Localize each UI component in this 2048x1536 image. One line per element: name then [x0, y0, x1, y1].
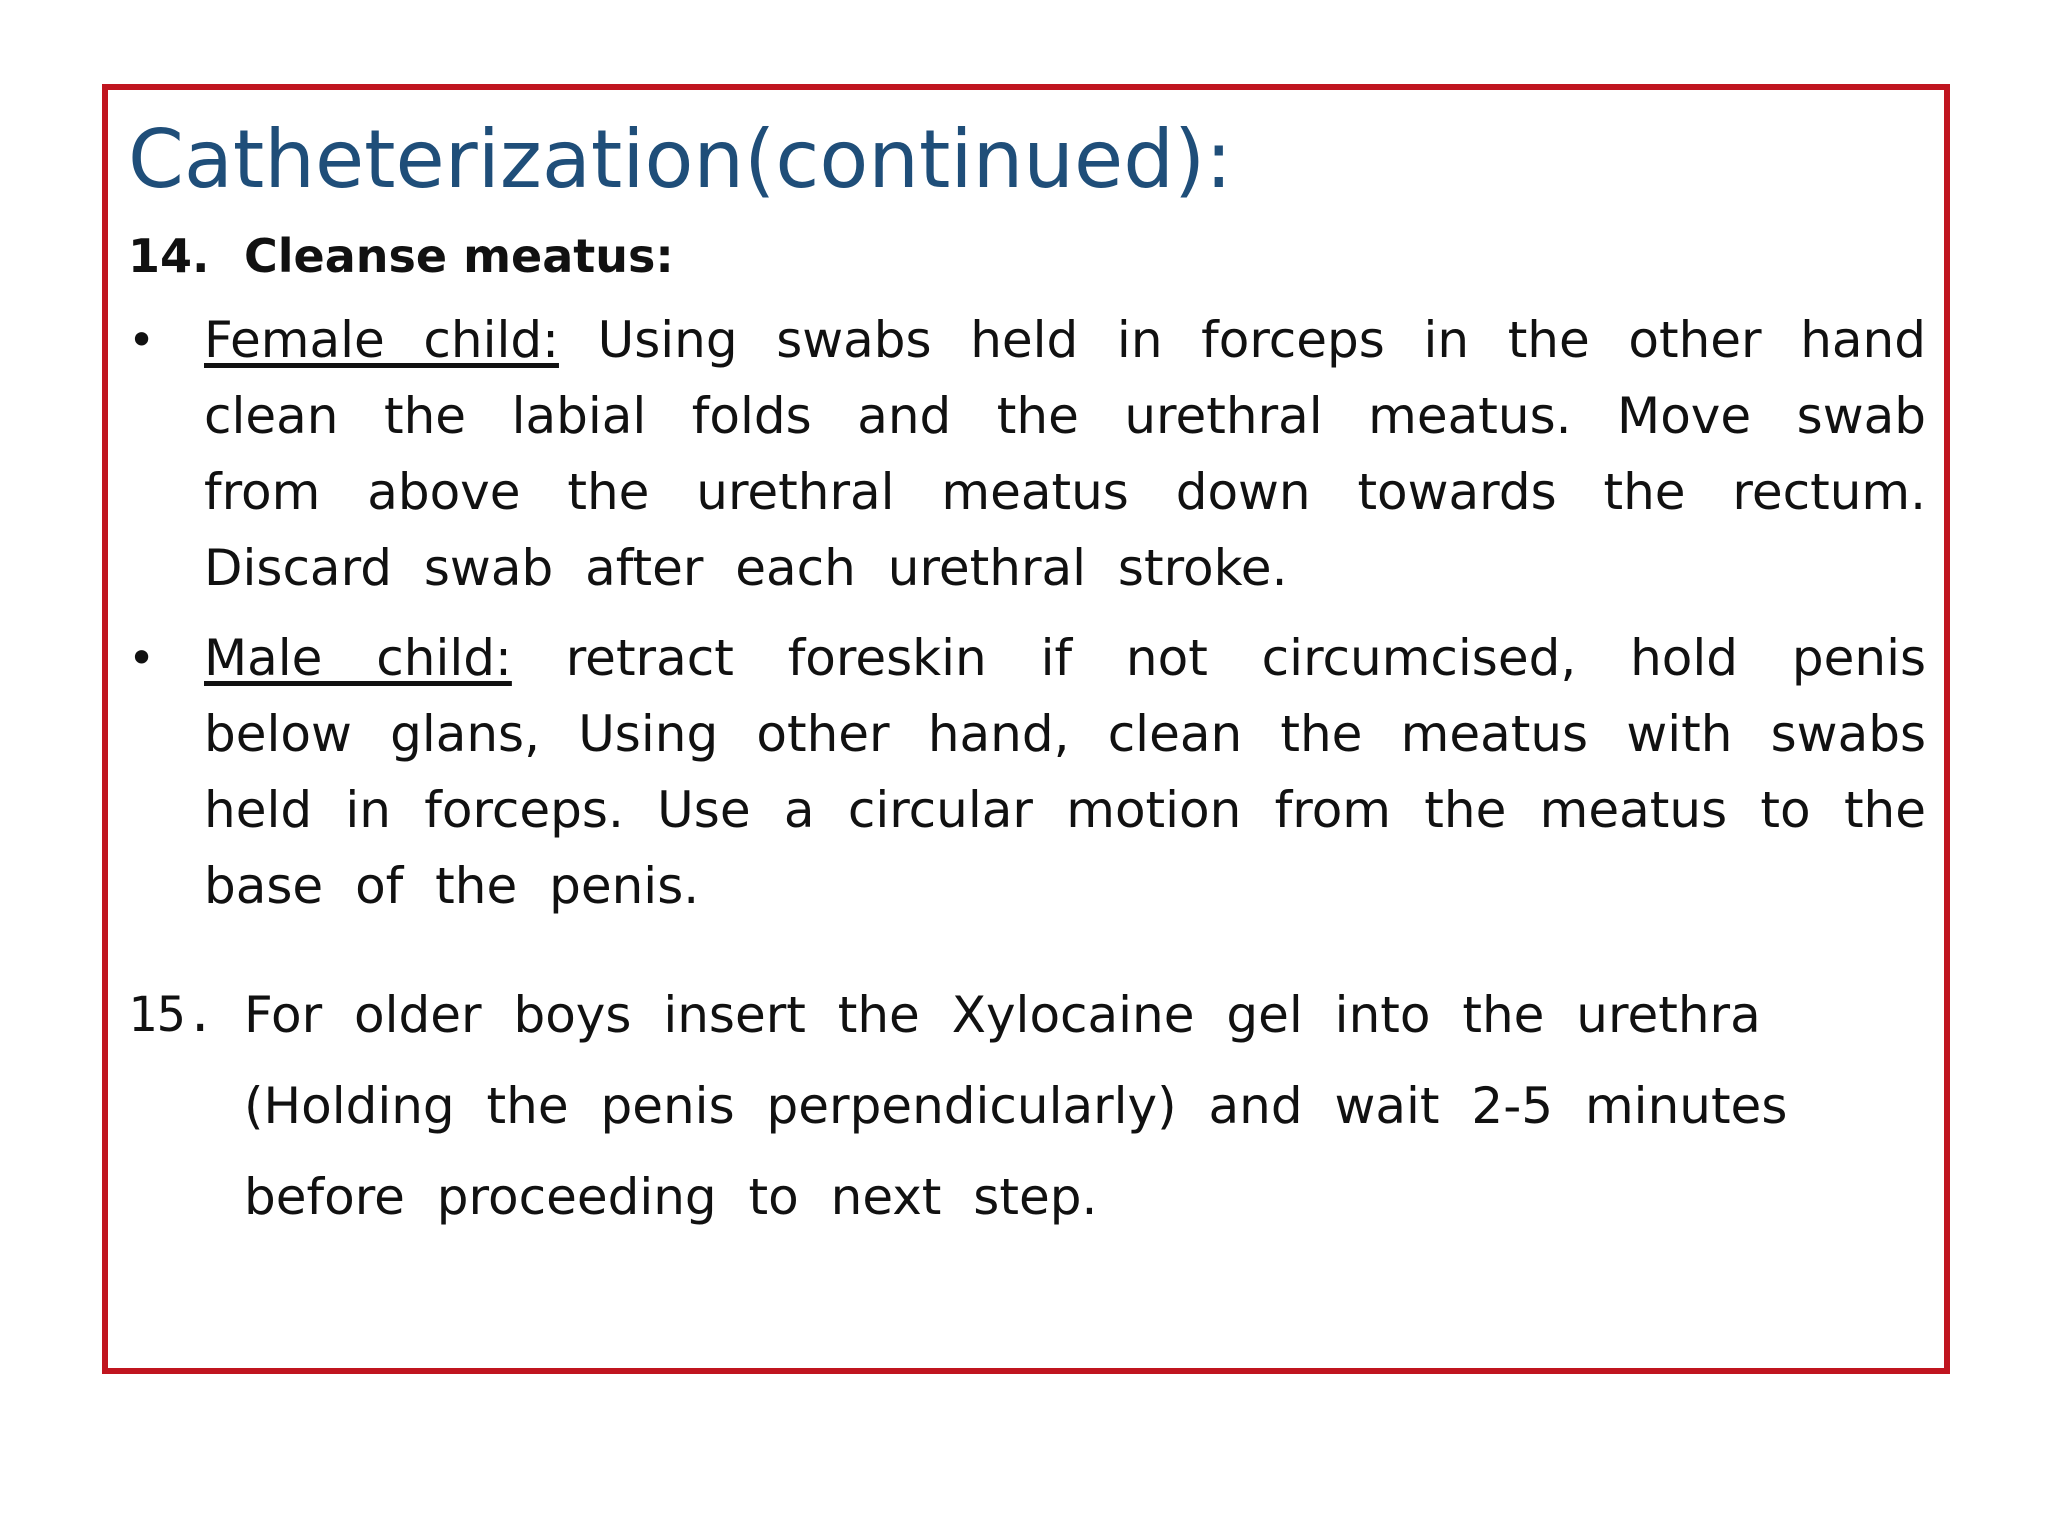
bullet-male-child [128, 620, 1928, 924]
bullet-male-body: retract foreskin if not circumcised, hold penis below glans, Using other hand, clean the meatus with swabs held in forceps. Use a circular motion from the meatus to the base of the penis. [204, 629, 1927, 915]
step-15-text: For older boys insert the Xylocaine gel into the urethra (Holding the penis perpendicularly) and wait 2-5 minutes before proceeding to next step. [244, 986, 1788, 1226]
step-14-title: Cleanse meatus: [244, 229, 674, 283]
bullet-female-body: Using swabs held in forceps in the other hand clean the labial folds and the urethral meatus. Move swab from above the urethral meatus down towards the rectum. Discard swab after each urethral stroke. [204, 311, 1926, 597]
bullet-female-lead: Female child: [204, 311, 559, 369]
step-15-number: 15. [128, 987, 215, 1043]
step-14-heading [128, 226, 674, 286]
slide-title: Catheterization(continued): [128, 113, 1233, 206]
bullet-female-text [204, 302, 1926, 606]
slide-frame [102, 84, 1950, 1374]
step-15 [128, 970, 1938, 1243]
step-14-number: 14. [128, 229, 210, 283]
bullet-female-child [128, 302, 1928, 606]
bullet-male-lead: Male child: [204, 629, 512, 687]
bullet-icon: • [128, 313, 156, 367]
bullet-icon: • [128, 631, 156, 685]
bullet-male-text [204, 620, 1926, 924]
